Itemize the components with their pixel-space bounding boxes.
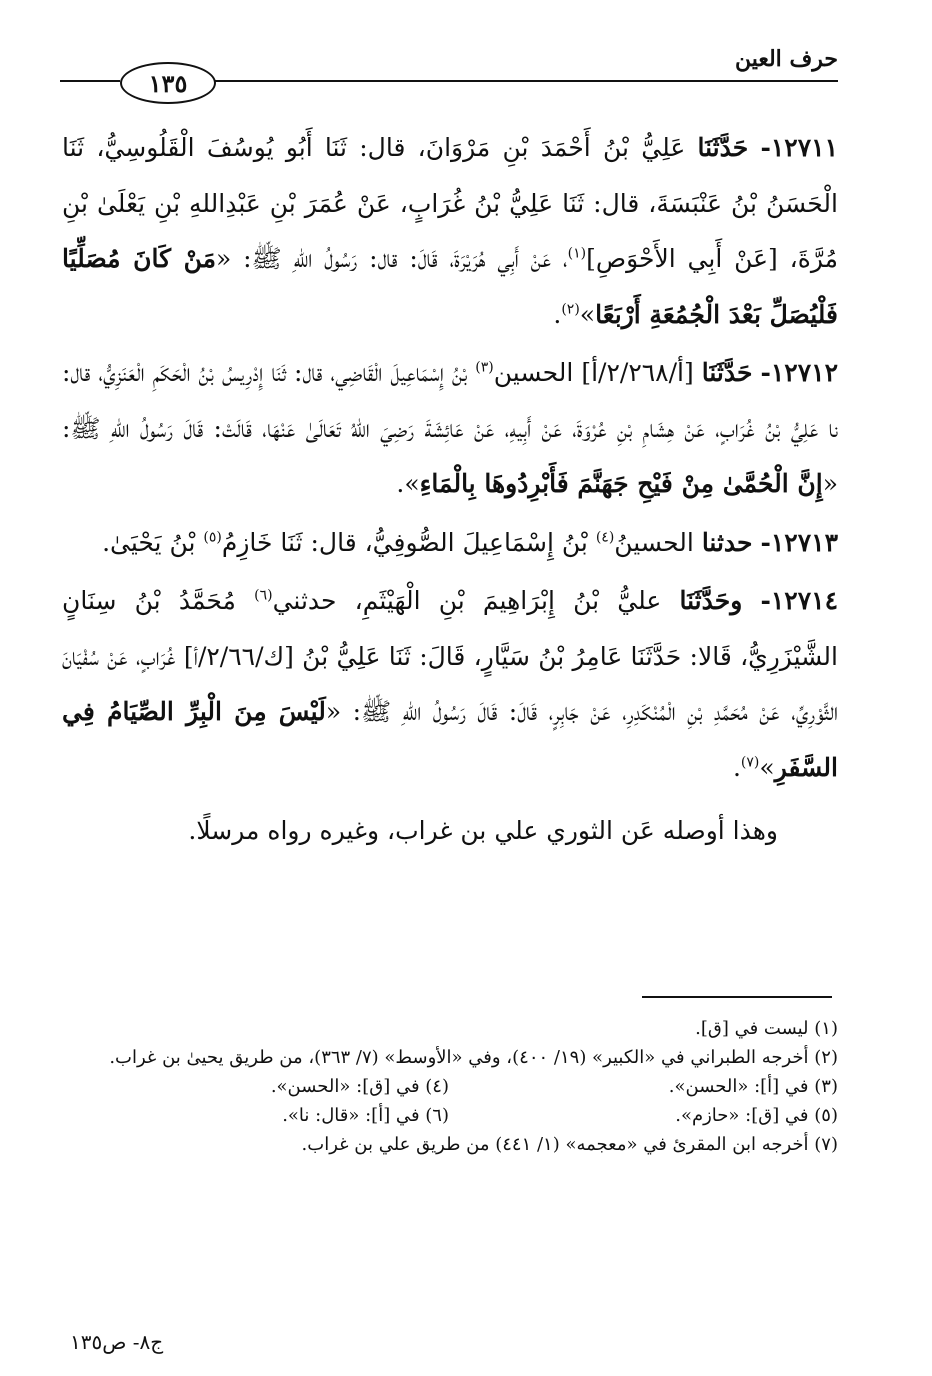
hadith-text: مَنْ كَانَ مُصَلِّيًا فَلْيُصَلِّ بَعْدَ الْجُمُعَةِ أَرْبَعًا [62, 244, 838, 329]
page-footer: ج٨- ص١٣٥ [70, 1330, 164, 1354]
header-rule-left [60, 80, 120, 82]
hadith-paragraph [62, 573, 838, 795]
hadith-paragraph [62, 120, 838, 342]
footnote-marker: (٦) [254, 587, 273, 604]
footnote-marker: (٤) [595, 529, 615, 546]
header-rule [210, 80, 838, 82]
footnote-separator [642, 996, 832, 998]
footnote-2: (٢) أخرجه الطبراني في «الكبير» (١٩/ ٤٠٠)، وفي «الأوسط» (٧/ ٣٦٣)، من طريق يحيىٰ بن غراب. [109, 1047, 838, 1068]
running-header [60, 40, 838, 100]
footnote-marker: (٥) [203, 529, 222, 546]
isnad-text: . [732, 752, 741, 782]
transmission-verb: حَدَّثَنَا [697, 133, 749, 162]
closing-remark: وهذا أوصله عَن الثوري علي بن غراب، وغيره رواه مرسلًا. [188, 816, 778, 845]
footnote-6: (٦) في [أ]: «قال: نا». [282, 1105, 449, 1126]
hadith-number: ١٢٧١٤- [760, 586, 838, 615]
section-title: حرف العين [734, 46, 838, 72]
footnote-row-5-6 [60, 1101, 838, 1130]
hadith-paragraph [62, 515, 838, 571]
hadith-text: إِنَّ الْحُمَّىٰ مِنْ فَيْحِ جَهَنَّمَ فَأَبْرِدُوهَا بِالْمَاءِ [419, 469, 823, 498]
footnote-7: (٧) أخرجه ابن المقرئ في «معجمه» (١/ ٤٤١) من طريق علي بن غراب. [301, 1134, 838, 1155]
footnote-3: (٣) في [أ]: «الحسن». [668, 1076, 838, 1097]
isnad-text: ، عَنْ أَبِي هُرَيْرَةَ، قَالَ: قال: رَسُولُ اللهِ ﷺ: « [216, 244, 568, 273]
body-text [62, 120, 838, 859]
hadith-number: ١٢٧١١- [760, 133, 838, 162]
isnad-text: مُحَمَّدُ بْنُ سِنَانٍ الشَّيْزَرِيُّ، قَالا: حَدَّثَنَا عَامِرُ بْنُ سَيَّارٍ، قَالَ: ثَنَا عَلِيُّ بْنُ [ك/٢/٦٦/أ] غُرَابٍ، عَنْ سُفْيَانَ الثَّوْرِيِّ، عَنْ مُحَمَّدِ بْنِ الْمُنْكَدِرِ، عَنْ جَابِرٍ، قَالَ: قَالَ رَسُولُ اللهِ ﷺ: « [62, 586, 838, 726]
hadith-number: ١٢٧١٣- [760, 527, 838, 557]
isnad-text: عليُّ بْنُ إِبْرَاهِيمَ بْنِ الْهَيْثَمِ، حدثني [272, 586, 680, 615]
hadith-number: ١٢٧١٢- [760, 358, 838, 387]
isnad-text: » [579, 299, 596, 329]
footnotes [60, 1014, 838, 1159]
isnad-text: ». [396, 469, 420, 498]
isnad-text: بْنُ إِسْمَاعِيلَ الْقَاضِي، قال: ثَنَا إِدْرِيسُ بْنُ الْحَكَمِ الْعَنَزِيُّ، قال: نا عَلِيُّ بْنُ غُرَابٍ، عَنْ هِشَامِ بْنِ عُرْوَةَ، عَنْ أَبِيهِ، عَنْ عَائِشَةَ رَضِيَ اللهُ تَعَالَىٰ عَنْهَا، قَالَتْ: قَالَ رَسُولُ اللهِ ﷺ: « [62, 358, 838, 498]
footnote-1: (١) ليست في [ق]. [695, 1018, 838, 1039]
isnad-text: بْنُ إِسْمَاعِيلَ الصُّوفِيُّ، قال: ثَنَا خَازِمُ [221, 527, 596, 557]
hadith-paragraph [62, 345, 838, 512]
hadith-text: لَيْسَ مِنَ الْبِرِّ الصِّيَامُ فِي السَّفَرِ [62, 697, 838, 782]
transmission-verb: حَدَّثَنَا [701, 358, 753, 387]
footnote-4: (٤) في [ق]: «الحسن». [270, 1076, 449, 1097]
footnote-5: (٥) في [ق]: «حازم». [675, 1105, 838, 1126]
isnad-text: [أ/٢/٢٦٨/أ] الحسين [493, 358, 702, 387]
isnad-text: بْنُ يَحْيَىٰ. [102, 527, 204, 557]
isnad-text: عَلِيُّ بْنُ أَحْمَدَ بْنِ مَرْوَانَ، قال: ثَنَا أَبُو يُوسُفَ الْقَلُوسِيُّ، ثَنَا الْحَسَنُ بْنُ عَنْبَسَةَ، قال: ثَنَا عَلِيُّ بْنُ غُرَابٍ، عَنْ عُمَرَ بْنِ عَبْدِاللهِ بْنِ يَعْلَىٰ بْنِ مُرَّةَ، [عَنْ أَبِي الأَحْوَصِ] [62, 133, 838, 273]
footnote-marker: (٧) [740, 754, 760, 771]
transmission-verb: وحَدَّثَنَا [679, 586, 743, 615]
footnote-marker: (٣) [475, 359, 494, 376]
footnote-marker: (٢) [561, 301, 580, 318]
page-number: ١٣٥ [120, 62, 216, 104]
isnad-text: الحسينُ [614, 527, 702, 557]
isnad-text: . [553, 299, 562, 329]
isnad-text: » [759, 752, 775, 782]
hadith-list [62, 120, 838, 795]
transmission-verb: حدثنا [701, 527, 753, 557]
footnote-row-3-4 [60, 1072, 838, 1101]
footnote-marker: (١) [567, 245, 587, 262]
